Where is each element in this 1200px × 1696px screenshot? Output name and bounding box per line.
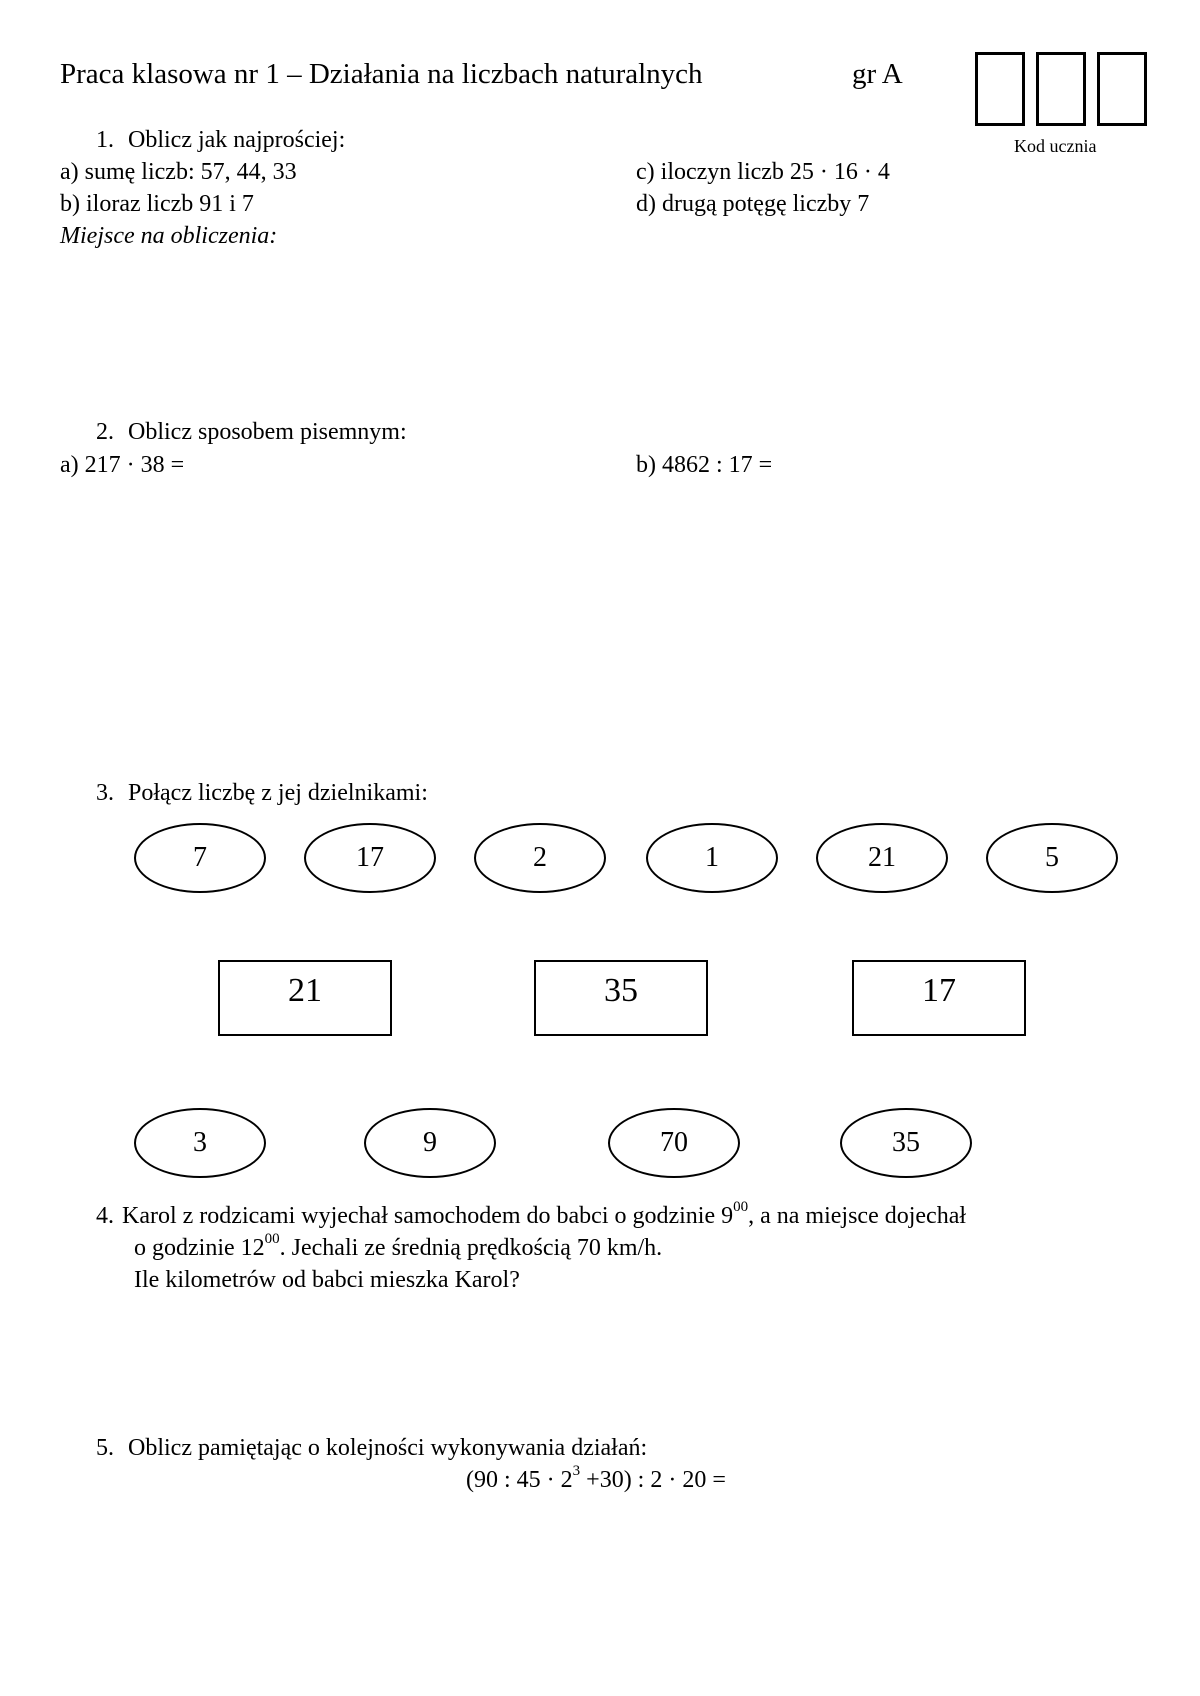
task5-expression [466, 1463, 726, 1497]
task4-text-1b: , a na miejsce dojechał [748, 1203, 967, 1229]
task5-exponent: 3 [572, 1463, 581, 1479]
task1-text: Oblicz jak najprościej: [128, 127, 346, 153]
divisor-oval[interactable]: 5 [986, 823, 1118, 893]
number-box[interactable]: 35 [534, 960, 708, 1036]
task5-expr-pre: (90 : 45 · 2 [466, 1467, 573, 1493]
number-box[interactable]: 17 [852, 960, 1026, 1036]
task1-item-d: d) drugą potęgę liczby 7 [636, 191, 870, 217]
student-code-box-1[interactable] [975, 52, 1025, 126]
task1-item-b: b) iloraz liczb 91 i 7 [60, 191, 254, 217]
task2-item-a: a) 217 · 38 = [60, 452, 185, 478]
divisor-oval[interactable]: 1 [646, 823, 778, 893]
divisor-oval[interactable]: 70 [608, 1108, 740, 1178]
task1-item-c: c) iloczyn liczb 25 · 16 · 4 [636, 159, 890, 185]
task3-heading [96, 779, 428, 807]
task4-sup-2: 00 [264, 1231, 280, 1247]
task3-number: 3. [96, 780, 114, 806]
divisor-oval[interactable]: 3 [134, 1108, 266, 1178]
divisor-oval[interactable]: 2 [474, 823, 606, 893]
task4-text-1: Karol z rodzicami wyjechał samochodem do babci o godzinie 9 [122, 1203, 734, 1229]
task4-text-2: o godzinie 12 [134, 1235, 265, 1261]
task5-heading [96, 1434, 647, 1462]
student-code-box-3[interactable] [1097, 52, 1147, 126]
divisor-oval[interactable]: 7 [134, 823, 266, 893]
task5-number: 5. [96, 1435, 114, 1461]
page-title: Praca klasowa nr 1 – Działania na liczbach naturalnych [60, 58, 703, 90]
task2-heading [96, 418, 407, 446]
task4-line-2 [134, 1231, 663, 1265]
task2-text: Oblicz sposobem pisemnym: [128, 419, 407, 445]
divisor-oval[interactable]: 17 [304, 823, 436, 893]
task3-text: Połącz liczbę z jej dzielnikami: [128, 780, 428, 806]
task2-item-b: b) 4862 : 17 = [636, 452, 773, 478]
task5-expr-post: +30) : 2 · 20 = [580, 1467, 726, 1493]
divisor-oval[interactable]: 9 [364, 1108, 496, 1178]
divisor-oval[interactable]: 21 [816, 823, 948, 893]
task1-number: 1. [96, 127, 114, 153]
student-code-box-2[interactable] [1036, 52, 1086, 126]
task2-number: 2. [96, 419, 114, 445]
divisor-oval[interactable]: 35 [840, 1108, 972, 1178]
task4-text-2b: . Jechali ze średnią prędkością 70 km/h. [279, 1235, 663, 1261]
student-code-label: Kod ucznia [1014, 136, 1097, 156]
task1-item-a: a) sumę liczb: 57, 44, 33 [60, 159, 297, 185]
task4-sup-1: 00 [733, 1199, 749, 1215]
group-label: gr A [852, 58, 903, 90]
task1-heading [96, 126, 345, 154]
task4-line-1 [96, 1199, 967, 1233]
task4-line-3: Ile kilometrów od babci mieszka Karol? [134, 1267, 520, 1293]
task1-calc-space-label: Miejsce na obliczenia: [60, 223, 278, 249]
number-box[interactable]: 21 [218, 960, 392, 1036]
task4-number: 4. [96, 1203, 114, 1229]
task5-text: Oblicz pamiętając o kolejności wykonywania działań: [128, 1435, 648, 1461]
